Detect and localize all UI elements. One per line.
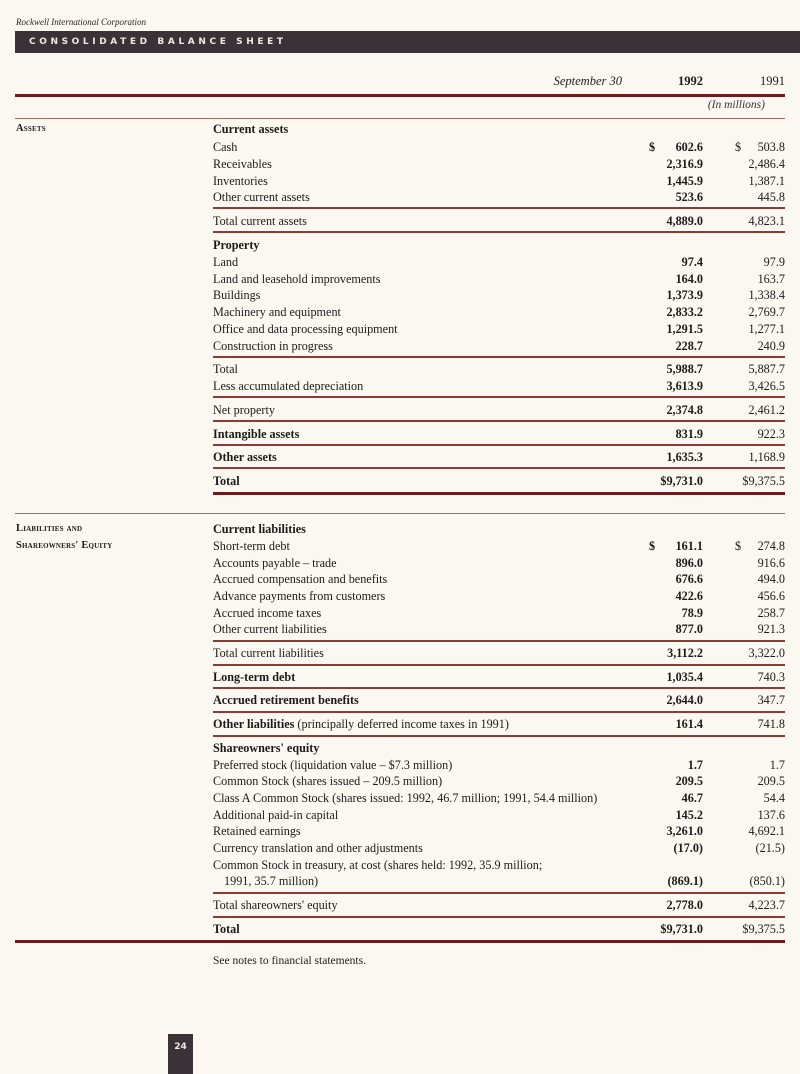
row-label xyxy=(213,156,272,173)
value-1991: 916.6 xyxy=(757,556,785,570)
row-label-text: Other current liabilities xyxy=(213,622,327,636)
row-label xyxy=(213,538,290,555)
table-row xyxy=(213,740,785,757)
divider-rule xyxy=(213,711,785,713)
table-row xyxy=(213,605,785,622)
value-1991: 1,338.4 xyxy=(748,288,785,302)
value-1991: 2,769.7 xyxy=(748,305,785,319)
value-1991: 740.3 xyxy=(757,670,785,684)
value-1991: 3,426.5 xyxy=(748,379,785,393)
value-1991: 5,887.7 xyxy=(748,362,785,376)
table-row xyxy=(213,521,785,538)
header-rule xyxy=(15,94,785,97)
page-number-box xyxy=(168,1034,193,1074)
row-label-text: Total xyxy=(213,922,240,936)
divider-rule xyxy=(213,892,785,894)
row-label-note: (principally deferred income taxes in 1991) xyxy=(294,717,509,731)
row-label xyxy=(213,139,237,156)
row-label-text: Receivables xyxy=(213,157,272,171)
table-row xyxy=(213,645,785,662)
value-1992: 896.0 xyxy=(675,556,703,570)
row-label xyxy=(213,823,301,840)
table-row xyxy=(213,237,785,254)
value-1992: 1,035.4 xyxy=(666,670,703,684)
row-label-text: 1991, 35.7 million) xyxy=(224,874,319,888)
row-label-text: Additional paid-in capital xyxy=(213,808,339,822)
row-label-text: Accrued compensation and benefits xyxy=(213,572,388,586)
table-row xyxy=(213,121,785,138)
row-label-text: Intangible assets xyxy=(213,427,300,441)
value-1992: 164.0 xyxy=(675,272,703,286)
value-1991: 494.0 xyxy=(757,572,785,586)
row-label xyxy=(213,361,238,378)
row-label xyxy=(213,645,324,662)
liabilities-side-label-1: Liabilities and xyxy=(16,523,83,534)
row-label xyxy=(213,121,288,138)
row-label xyxy=(213,473,240,490)
table-row xyxy=(213,621,785,638)
value-1991: 921.3 xyxy=(757,622,785,636)
units-label: (In millions) xyxy=(707,99,765,111)
value-1991: 741.8 xyxy=(757,717,785,731)
row-label xyxy=(213,189,310,206)
divider-rule xyxy=(213,396,785,398)
row-label xyxy=(213,716,509,733)
table-row xyxy=(213,807,785,824)
table-row xyxy=(213,156,785,173)
company-name: Rockwell International Corporation xyxy=(16,17,146,27)
row-label-text: Less accumulated depreciation xyxy=(213,379,364,393)
row-label xyxy=(213,555,337,572)
row-label xyxy=(224,873,318,890)
row-label xyxy=(213,669,295,686)
value-1991: 3,322.0 xyxy=(748,646,785,660)
value-1992: 3,261.0 xyxy=(666,824,703,838)
date-label: September 30 xyxy=(553,74,622,88)
row-label xyxy=(213,271,381,288)
value-1991: 1.7 xyxy=(769,758,785,772)
row-label-text: Other liabilities xyxy=(213,717,295,731)
divider-rule xyxy=(213,687,785,689)
value-1992: 1,373.9 xyxy=(666,288,703,302)
value-1992: (869.1) xyxy=(667,874,703,888)
table-row xyxy=(213,897,785,914)
table-row xyxy=(213,189,785,206)
row-label-text: Class A Common Stock (shares issued: 1992, 46.7 million; 1991, 54.4 million) xyxy=(213,791,598,805)
table-row xyxy=(213,213,785,230)
value-1991: $9,375.5 xyxy=(742,474,785,488)
row-label xyxy=(213,840,423,857)
value-1992: 2,778.0 xyxy=(666,898,703,912)
table-row xyxy=(213,402,785,419)
row-label-text: Total current assets xyxy=(213,214,307,228)
value-1992: 3,613.9 xyxy=(666,379,703,393)
value-1991: 503.8 xyxy=(757,140,785,154)
value-1991: 137.6 xyxy=(757,808,785,822)
row-label-text: Retained earnings xyxy=(213,824,301,838)
page-number: 24 xyxy=(174,1042,187,1052)
assets-side-label: Assets xyxy=(16,123,46,134)
divider-rule xyxy=(213,467,785,469)
table-row xyxy=(213,271,785,288)
table-row xyxy=(213,823,785,840)
value-1992: 4,889.0 xyxy=(666,214,703,228)
table-row xyxy=(213,139,785,156)
table-row xyxy=(213,287,785,304)
table-row xyxy=(213,378,785,395)
value-1992: $9,731.0 xyxy=(660,922,703,936)
row-label xyxy=(213,237,259,254)
row-label xyxy=(213,571,387,588)
table-row xyxy=(213,449,785,466)
row-label xyxy=(213,621,327,638)
row-label-text: Current assets xyxy=(213,122,289,136)
row-label xyxy=(213,773,442,790)
row-label-text: Long-term debt xyxy=(213,670,296,684)
row-label xyxy=(213,304,341,321)
value-1992: 78.9 xyxy=(681,606,703,620)
section-rule-liabilities xyxy=(15,513,785,514)
row-label-text: Other current assets xyxy=(213,190,310,204)
row-label xyxy=(213,173,268,190)
divider-rule xyxy=(213,356,785,358)
row-label xyxy=(213,338,333,355)
row-label xyxy=(213,605,321,622)
row-label xyxy=(213,213,307,230)
row-label-text: Office and data processing equipment xyxy=(213,322,398,336)
value-1992: 209.5 xyxy=(675,774,703,788)
row-label-text: Preferred stock (liquidation value – $7.3 million) xyxy=(213,758,453,772)
table-row xyxy=(213,173,785,190)
row-label xyxy=(213,921,240,938)
value-1992: 1,291.5 xyxy=(666,322,703,336)
row-label-text: Shareowners' equity xyxy=(213,741,320,755)
table-row xyxy=(213,571,785,588)
value-1992: 602.6 xyxy=(675,140,703,154)
row-label-text: Accrued retirement benefits xyxy=(213,693,359,707)
row-label-text: Currency translation and other adjustments xyxy=(213,841,423,855)
value-1991: 347.7 xyxy=(757,693,785,707)
currency-symbol: $ xyxy=(735,140,742,154)
value-1991: (850.1) xyxy=(749,874,785,888)
table-row xyxy=(213,857,785,874)
table-row xyxy=(213,716,785,733)
value-1991: 54.4 xyxy=(763,791,785,805)
value-1992: 3,112.2 xyxy=(667,646,703,660)
table-row xyxy=(213,669,785,686)
table-row xyxy=(213,304,785,321)
table-row xyxy=(213,757,785,774)
value-1991: 2,486.4 xyxy=(748,157,785,171)
row-label-text: Accrued income taxes xyxy=(213,606,322,620)
divider-rule xyxy=(213,492,785,495)
value-1991: 4,223.7 xyxy=(748,898,785,912)
row-label-text: Buildings xyxy=(213,288,261,302)
value-1992: 877.0 xyxy=(675,622,703,636)
value-1992: 2,833.2 xyxy=(666,305,703,319)
table-row xyxy=(213,773,785,790)
row-label xyxy=(213,321,398,338)
row-label-text: Inventories xyxy=(213,174,268,188)
table-row xyxy=(213,254,785,271)
row-label-text: Net property xyxy=(213,403,275,417)
row-label-text: Total current liabilities xyxy=(213,646,324,660)
value-1991: 4,823.1 xyxy=(748,214,785,228)
value-1992: $9,731.0 xyxy=(660,474,703,488)
value-1991: 456.6 xyxy=(757,589,785,603)
table-row xyxy=(213,921,785,938)
value-1991: 922.3 xyxy=(757,427,785,441)
table-row xyxy=(213,473,785,490)
value-1992: 2,374.8 xyxy=(666,403,703,417)
value-1992: 676.6 xyxy=(675,572,703,586)
row-label-text: Common Stock (shares issued – 209.5 million) xyxy=(213,774,443,788)
row-label-text: Common Stock in treasury, at cost (shares held: 1992, 35.9 million; xyxy=(213,858,543,872)
table-row xyxy=(213,338,785,355)
table-row xyxy=(213,692,785,709)
value-1992: 5,988.7 xyxy=(666,362,703,376)
row-label-text: Land and leasehold improvements xyxy=(213,272,381,286)
row-label-text: Total xyxy=(213,474,240,488)
divider-rule xyxy=(213,207,785,209)
row-label xyxy=(213,378,363,395)
value-1992: 2,644.0 xyxy=(666,693,703,707)
row-label xyxy=(213,857,542,874)
row-label xyxy=(213,790,597,807)
value-1991: 1,168.9 xyxy=(748,450,785,464)
row-label xyxy=(213,692,359,709)
value-1992: 1,635.3 xyxy=(666,450,703,464)
row-label-text: Short-term debt xyxy=(213,539,290,553)
row-label xyxy=(213,287,260,304)
divider-rule xyxy=(15,940,785,943)
row-label xyxy=(213,807,338,824)
table-row xyxy=(213,426,785,443)
value-1991: (21.5) xyxy=(755,841,785,855)
row-label-text: Total xyxy=(213,362,238,376)
row-label-text: Cash xyxy=(213,140,238,154)
divider-rule xyxy=(213,735,785,737)
row-label-text: Other assets xyxy=(213,450,277,464)
currency-symbol: $ xyxy=(649,539,656,553)
row-label-text: Accounts payable – trade xyxy=(213,556,337,570)
divider-rule xyxy=(213,231,785,233)
column-header-1992: 1992 xyxy=(678,74,703,88)
row-label xyxy=(213,402,275,419)
row-label xyxy=(213,740,319,757)
value-1992: 523.6 xyxy=(675,190,703,204)
row-label-text: Land xyxy=(213,255,239,269)
currency-symbol: $ xyxy=(649,140,656,154)
divider-rule xyxy=(213,916,785,918)
value-1991: 2,461.2 xyxy=(748,403,785,417)
value-1991: 209.5 xyxy=(757,774,785,788)
value-1992: (17.0) xyxy=(673,841,703,855)
value-1992: 1.7 xyxy=(687,758,703,772)
liabilities-side-label-2: Shareowners' Equity xyxy=(16,540,113,551)
row-label xyxy=(213,757,452,774)
table-row xyxy=(213,361,785,378)
table-row xyxy=(213,538,785,555)
value-1991: 4,692.1 xyxy=(748,824,785,838)
row-label xyxy=(213,254,238,271)
footnote: See notes to financial statements. xyxy=(213,955,366,967)
value-1991: $9,375.5 xyxy=(742,922,785,936)
column-header-1991: 1991 xyxy=(760,74,785,88)
divider-rule xyxy=(213,640,785,642)
value-1991: 1,277.1 xyxy=(748,322,785,336)
value-1991: 274.8 xyxy=(757,539,785,553)
row-label-text: Machinery and equipment xyxy=(213,305,341,319)
value-1991: 97.9 xyxy=(763,255,785,269)
value-1991: 163.7 xyxy=(757,272,785,286)
value-1991: 240.9 xyxy=(757,339,785,353)
value-1992: 97.4 xyxy=(681,255,703,269)
value-1992: 46.7 xyxy=(681,791,703,805)
page-title: CONSOLIDATED BALANCE SHEET xyxy=(29,37,287,47)
value-1991: 445.8 xyxy=(757,190,785,204)
row-label-text: Total shareowners' equity xyxy=(213,898,338,912)
value-1992: 161.4 xyxy=(675,717,703,731)
table-row xyxy=(213,555,785,572)
row-label-text: Property xyxy=(213,238,260,252)
value-1992: 422.6 xyxy=(675,589,703,603)
table-row xyxy=(213,321,785,338)
row-label-text: Current liabilities xyxy=(213,522,306,536)
value-1992: 228.7 xyxy=(675,339,703,353)
value-1991: 258.7 xyxy=(757,606,785,620)
value-1992: 145.2 xyxy=(675,808,703,822)
row-label-text: Construction in progress xyxy=(213,339,333,353)
value-1991: 1,387.1 xyxy=(748,174,785,188)
row-label xyxy=(213,588,385,605)
value-1992: 831.9 xyxy=(675,427,703,441)
divider-rule xyxy=(213,664,785,666)
row-label xyxy=(213,449,277,466)
currency-symbol: $ xyxy=(735,539,742,553)
row-label-text: Advance payments from customers xyxy=(213,589,386,603)
table-row xyxy=(213,790,785,807)
section-rule-assets xyxy=(15,118,785,119)
row-label xyxy=(213,426,299,443)
value-1992: 2,316.9 xyxy=(666,157,703,171)
value-1992: 1,445.9 xyxy=(666,174,703,188)
table-row xyxy=(213,588,785,605)
table-row xyxy=(213,873,785,890)
title-band xyxy=(15,31,800,53)
table-row xyxy=(213,840,785,857)
value-1992: 161.1 xyxy=(675,539,703,553)
divider-rule xyxy=(213,444,785,446)
row-label xyxy=(213,897,338,914)
divider-rule xyxy=(213,420,785,422)
row-label xyxy=(213,521,306,538)
